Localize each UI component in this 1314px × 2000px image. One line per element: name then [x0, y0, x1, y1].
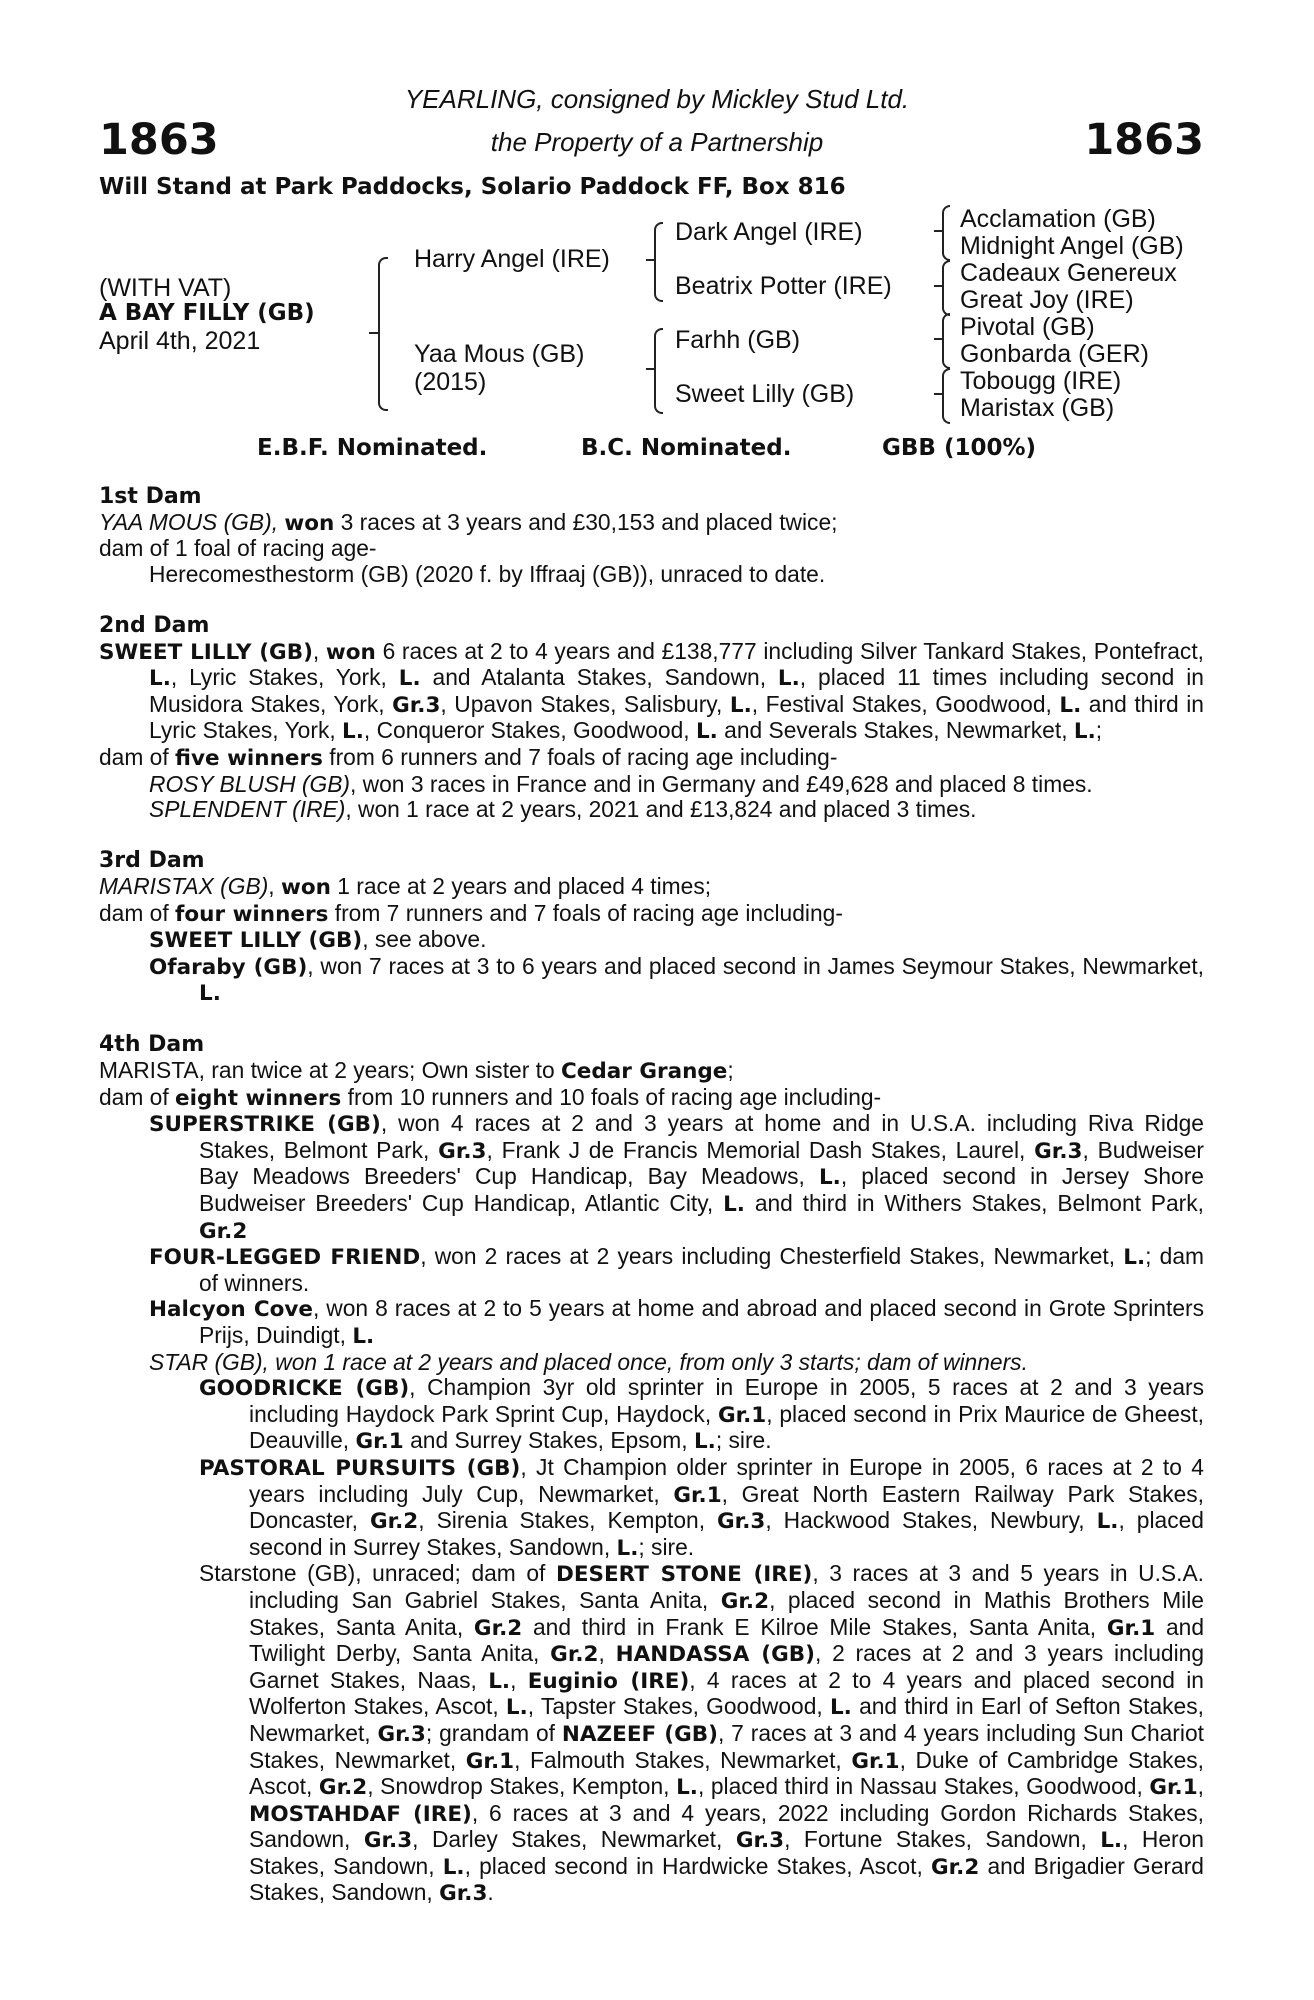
dam-year: (2015): [414, 368, 487, 396]
second-dam-heading: 2nd Dam: [99, 612, 210, 638]
second-dam-produce-rosy-blush: ROSY BLUSH (GB), won 3 races in France and in Germany and £49,628 and placed 8 times.: [149, 770, 1093, 797]
ebf-nominated: E.B.F. Nominated.: [257, 435, 488, 461]
g3-midnight-angel: Midnight Angel (GB): [960, 232, 1184, 260]
g3-brace-1: [942, 205, 950, 261]
pedigree-brace: [378, 257, 388, 411]
g3-cadeaux-genereux: Cadeaux Genereux: [960, 259, 1177, 287]
g3-great-joy: Great Joy (IRE): [960, 286, 1134, 314]
dam-brace: [654, 328, 663, 414]
dam-dam: Sweet Lilly (GB): [675, 380, 855, 408]
bc-nominated: B.C. Nominated.: [581, 435, 792, 461]
horse-name: A BAY FILLY (GB): [99, 300, 315, 326]
fourth-dam-produce-star: STAR (GB), won 1 race at 2 years and placed once, from only 3 starts; dam of winners.: [149, 1348, 1028, 1375]
fourth-dam-heading: 4th Dam: [99, 1032, 205, 1058]
consignor-line: YEARLING, consigned by Mickley Stud Ltd.: [404, 84, 910, 114]
fourth-dam-produce-summary: dam of eight winners from 10 runners and 10 foals of racing age including-: [99, 1083, 882, 1111]
sire-brace: [654, 222, 663, 302]
first-dam-heading: 1st Dam: [99, 484, 202, 509]
fourth-dam-produce-superstrike: SUPERSTRIKE (GB), won 4 races at 2 and 3 years at home and in U.S.A. including Riva Ridge Stakes, Belmont Park, Gr.3, Frank J de Francis Memorial Dash Stakes, Laurel, Gr.3, Budweiser Bay Meadows Breeders' Cup Handicap, Bay Meadows, L., placed second in Jersey Shore Budweiser Breeders' Cup Handicap, Atlantic City, L. and third in Withers Stakes, Belmont Park, Gr.2: [149, 1110, 1205, 1244]
g3-brace-4-tick: [934, 393, 942, 395]
first-dam-record: YAA MOUS (GB), won 3 races at 3 years and £30,153 and placed twice;: [99, 508, 838, 536]
sire-dam: Beatrix Potter (IRE): [675, 272, 892, 300]
catalogue-body: [99, 484, 1204, 1907]
vat-note: (WITH VAT): [99, 274, 232, 302]
star-produce-pastoral-pursuits: PASTORAL PURSUITS (GB), Jt Champion older sprinter in Europe in 2005, 6 races at 2 to 4 years including July Cup, Newmarket, Gr.1, Great North Eastern Railway Park Stakes, Doncaster, Gr.2, Sirenia Stakes, Kempton, Gr.3, Hackwood Stakes, Newbury, L., placed second in Surrey Stakes, Sandown, L.; sire.: [199, 1453, 1205, 1561]
second-dam-record: SWEET LILLY (GB), won 6 races at 2 to 4 years and £138,777 including Silver Tankard Stakes, Pontefract, L., Lyric Stakes, York, L. and Atalanta Stakes, Sandown, L., placed 11 times including second in Musidora Stakes, York, Gr.3, Upavon Stakes, Salisbury, L., Festival Stakes, Goodwood, L. and third in Lyric Stakes, York, L., Conqueror Stakes, Goodwood, L. and Severals Stakes, Newmarket, L.;: [99, 637, 1204, 745]
g3-gonbarda: Gonbarda (GER): [960, 340, 1149, 368]
g3-pivotal: Pivotal (GB): [960, 313, 1095, 341]
second-dam-produce-summary: dam of five winners from 6 runners and 7 foals of racing age including-: [99, 743, 838, 771]
fourth-dam-produce-halcyon-cove: Halcyon Cove, won 8 races at 2 to 5 years at home and abroad and placed second in Grote Sprinters Prijs, Duindigt, L.: [149, 1295, 1204, 1349]
sire-brace-tick: [646, 259, 656, 261]
fourth-dam-produce-four-legged-friend: FOUR-LEGGED FRIEND, won 2 races at 2 years including Chesterfield Stakes, Newmarket, L.; dam of winners.: [149, 1243, 1204, 1296]
g3-brace-3-tick: [934, 338, 942, 340]
sire: Harry Angel (IRE): [414, 245, 610, 273]
gbb-percentage: GBB (100%): [882, 435, 1037, 461]
sire-sire: Dark Angel (IRE): [675, 218, 863, 246]
dam: Yaa Mous (GB): [414, 340, 585, 368]
fourth-dam-record: MARISTA, ran twice at 2 years; Own sister to Cedar Grange;: [99, 1057, 734, 1085]
g3-brace-3: [942, 313, 950, 369]
g3-brace-2-tick: [934, 285, 942, 287]
dam-sire: Farhh (GB): [675, 326, 801, 354]
star-produce-goodricke: GOODRICKE (GB), Champion 3yr old sprinter in Europe in 2005, 5 races at 2 and 3 years including Haydock Park Sprint Cup, Haydock, Gr.1, placed second in Prix Maurice de Gheest, Deauville, Gr.1 and Surrey Stakes, Epsom, L.; sire.: [199, 1374, 1205, 1455]
g3-acclamation: Acclamation (GB): [960, 205, 1156, 233]
first-dam-produce-1: Herecomesthestorm (GB) (2020 f. by Iffraaj (GB)), unraced to date.: [149, 560, 826, 587]
g3-maristax: Maristax (GB): [960, 394, 1115, 422]
third-dam-produce-ofaraby: Ofaraby (GB), won 7 races at 3 to 6 years and placed second in James Seymour Stakes, Newmarket, L.: [149, 952, 1204, 1007]
third-dam-record: MARISTAX (GB), won 1 race at 2 years and placed 4 times;: [99, 872, 712, 900]
lot-number-left: 1863: [99, 115, 219, 165]
star-produce-starstone: Starstone (GB), unraced; dam of DESERT STONE (IRE), 3 races at 3 and 5 years in U.S.A. including San Gabriel Stakes, Santa Anita, Gr.2, placed second in Mathis Brothers Mile Stakes, Santa Anita, Gr.2 and third in Frank E Kilroe Mile Stakes, Santa Anita, Gr.1 and Twilight Derby, Santa Anita, Gr.2, HANDASSA (GB), 2 races at 2 and 3 years including Garnet Stakes, Naas, L., Euginio (IRE), 4 races at 2 to 4 years and placed second in Wolferton Stakes, Ascot, L., Tapster Stakes, Goodwood, L. and third in Earl of Sefton Stakes, Newmarket, Gr.3; grandam of NAZEEF (GB), 7 races at 3 and 4 years including Sun Chariot Stakes, Newmarket, Gr.1, Falmouth Stakes, Newmarket, Gr.1, Duke of Cambridge Stakes, Ascot, Gr.2, Snowdrop Stakes, Kempton, L., placed third in Nassau Stakes, Goodwood, Gr.1, MOSTAHDAF (IRE), 6 races at 3 and 4 years, 2022 including Gordon Richards Stakes, Sandown, Gr.3, Darley Stakes, Newmarket, Gr.3, Fortune Stakes, Sandown, L., Heron Stakes, Sandown, L., placed second in Hardwicke Stakes, Ascot, Gr.2 and Brigadier Gerard Stakes, Sandown, Gr.3.: [199, 1560, 1205, 1907]
third-dam-heading: 3rd Dam: [99, 848, 205, 874]
third-dam-produce-sweet-lilly: SWEET LILLY (GB), see above.: [149, 926, 487, 954]
second-dam-produce-splendent: SPLENDENT (IRE), won 1 race at 2 years, 2021 and £13,824 and placed 3 times.: [149, 796, 977, 823]
foaling-date: April 4th, 2021: [99, 327, 261, 355]
g3-tobougg: Tobougg (IRE): [960, 367, 1122, 395]
third-dam-produce-summary: dam of four winners from 7 runners and 7 foals of racing age including-: [99, 899, 843, 927]
lot-number-right: 1863: [1084, 115, 1204, 165]
stand-location: Will Stand at Park Paddocks, Solario Paddock FF, Box 816: [99, 174, 846, 200]
g3-brace-2: [942, 260, 950, 316]
dam-brace-tick: [646, 368, 656, 370]
first-dam-produce-count: dam of 1 foal of racing age-: [99, 535, 377, 562]
pedigree-brace-tick: [369, 332, 379, 334]
g3-brace-1-tick: [934, 230, 942, 232]
property-line: the Property of a Partnership: [490, 127, 824, 157]
g3-brace-4: [942, 368, 950, 424]
